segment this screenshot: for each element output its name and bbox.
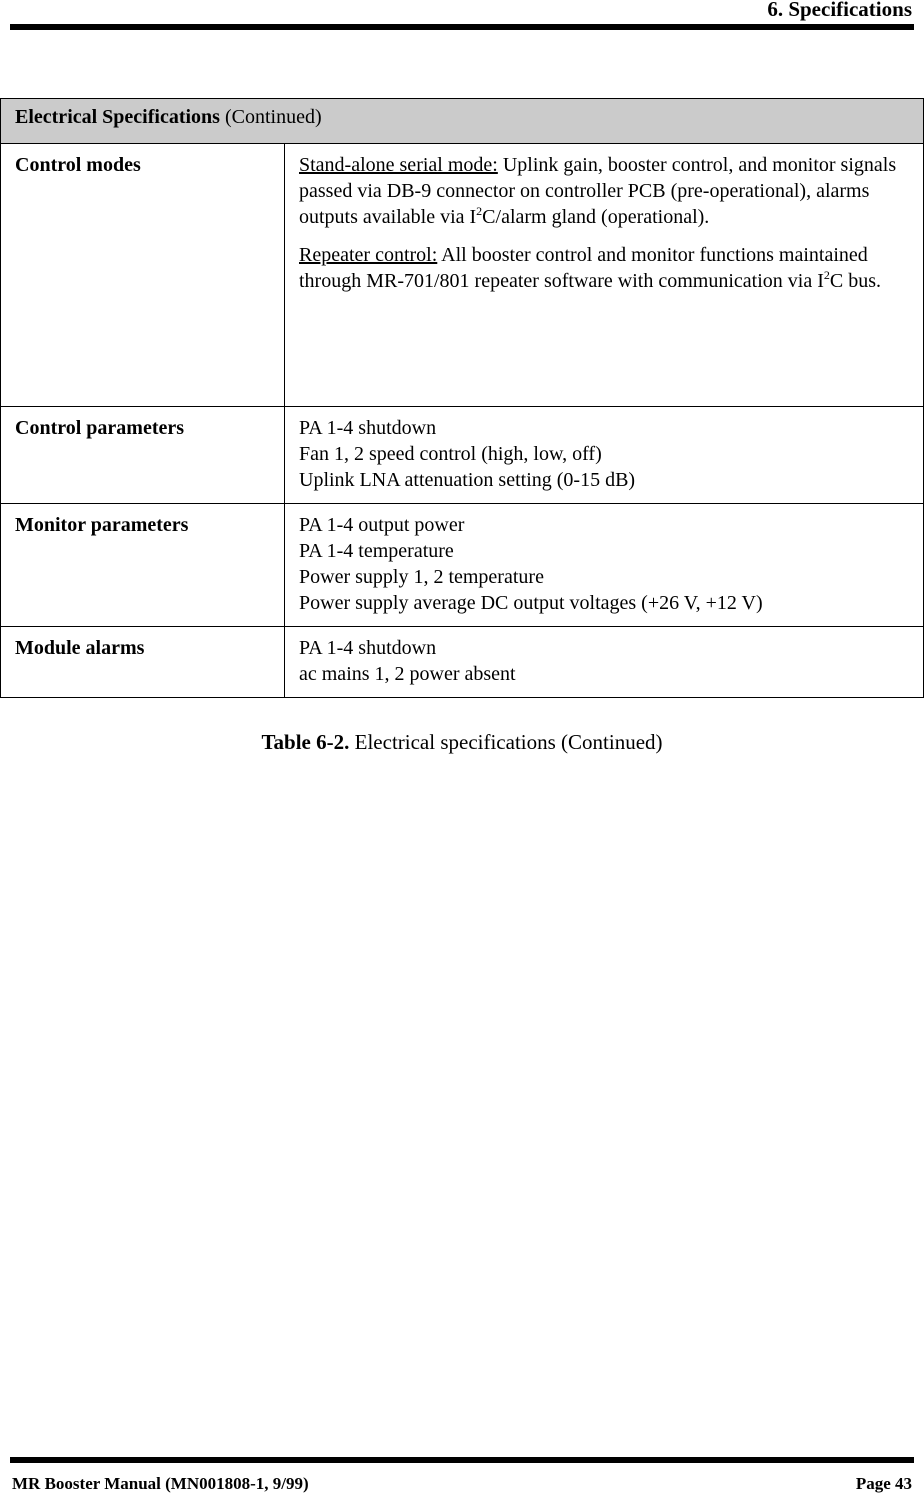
value-line: Power supply 1, 2 temperature xyxy=(299,566,544,588)
table-row-control-modes xyxy=(1,144,924,407)
row-value xyxy=(285,627,924,698)
row-label: Control parameters xyxy=(1,407,285,504)
table-caption xyxy=(0,730,924,755)
table-title xyxy=(1,99,924,144)
caption-text: Electrical specifications (Continued) xyxy=(349,730,663,754)
footer-manual-title: MR Booster Manual (MN001808-1, 9/99) xyxy=(12,1474,309,1493)
row-label: Module alarms xyxy=(1,627,285,698)
value-line: ac mains 1, 2 power absent xyxy=(299,663,516,685)
table-title-rest: (Continued) xyxy=(219,106,322,128)
stand-alone-mode-text: Uplink gain, booster control, and monitor signals passed via DB-9 connector on controller PCB (pre-operational), alarms outputs available via I xyxy=(299,154,897,228)
repeater-control-text-end: C bus. xyxy=(829,270,881,292)
value-line: Fan 1, 2 speed control (high, low, off) xyxy=(299,443,602,465)
footer-rule xyxy=(10,1457,914,1463)
value-line: Power supply average DC output voltages (+26 V, +12 V) xyxy=(299,592,763,614)
row-label: Control modes xyxy=(1,144,285,407)
superscript: 2 xyxy=(823,268,830,282)
value-line: Uplink LNA attenuation setting (0-15 dB) xyxy=(299,469,636,491)
value-line: PA 1-4 shutdown xyxy=(299,637,437,659)
row-value xyxy=(285,504,924,627)
value-line: PA 1-4 shutdown xyxy=(299,417,437,439)
table-row-control-parameters xyxy=(1,407,924,504)
table-row-monitor-parameters xyxy=(1,504,924,627)
value-line: PA 1-4 temperature xyxy=(299,540,454,562)
superscript: 2 xyxy=(476,204,483,218)
row-value xyxy=(285,144,924,407)
header-rule xyxy=(10,24,914,30)
table-row-module-alarms xyxy=(1,627,924,698)
row-value xyxy=(285,407,924,504)
value-line: PA 1-4 output power xyxy=(299,514,465,536)
repeater-control-text: All booster control and monitor functions maintained through MR-701/801 repeater software with communication via I xyxy=(299,244,868,292)
table-title-row xyxy=(1,99,924,144)
row-label: Monitor parameters xyxy=(1,504,285,627)
caption-label: Table 6-2. xyxy=(261,730,350,754)
page-number: Page 43 xyxy=(855,1474,912,1493)
repeater-control-term: Repeater control: xyxy=(299,244,438,266)
section-title: 6. Specifications xyxy=(767,0,912,21)
table-title-bold: Electrical Specifications xyxy=(15,106,220,128)
stand-alone-mode-text-end: C/alarm gland (operational). xyxy=(482,206,710,228)
stand-alone-mode-paragraph xyxy=(299,152,909,230)
stand-alone-mode-term: Stand-alone serial mode: xyxy=(299,154,498,176)
electrical-specifications-table xyxy=(0,98,924,698)
repeater-control-paragraph xyxy=(299,242,909,294)
